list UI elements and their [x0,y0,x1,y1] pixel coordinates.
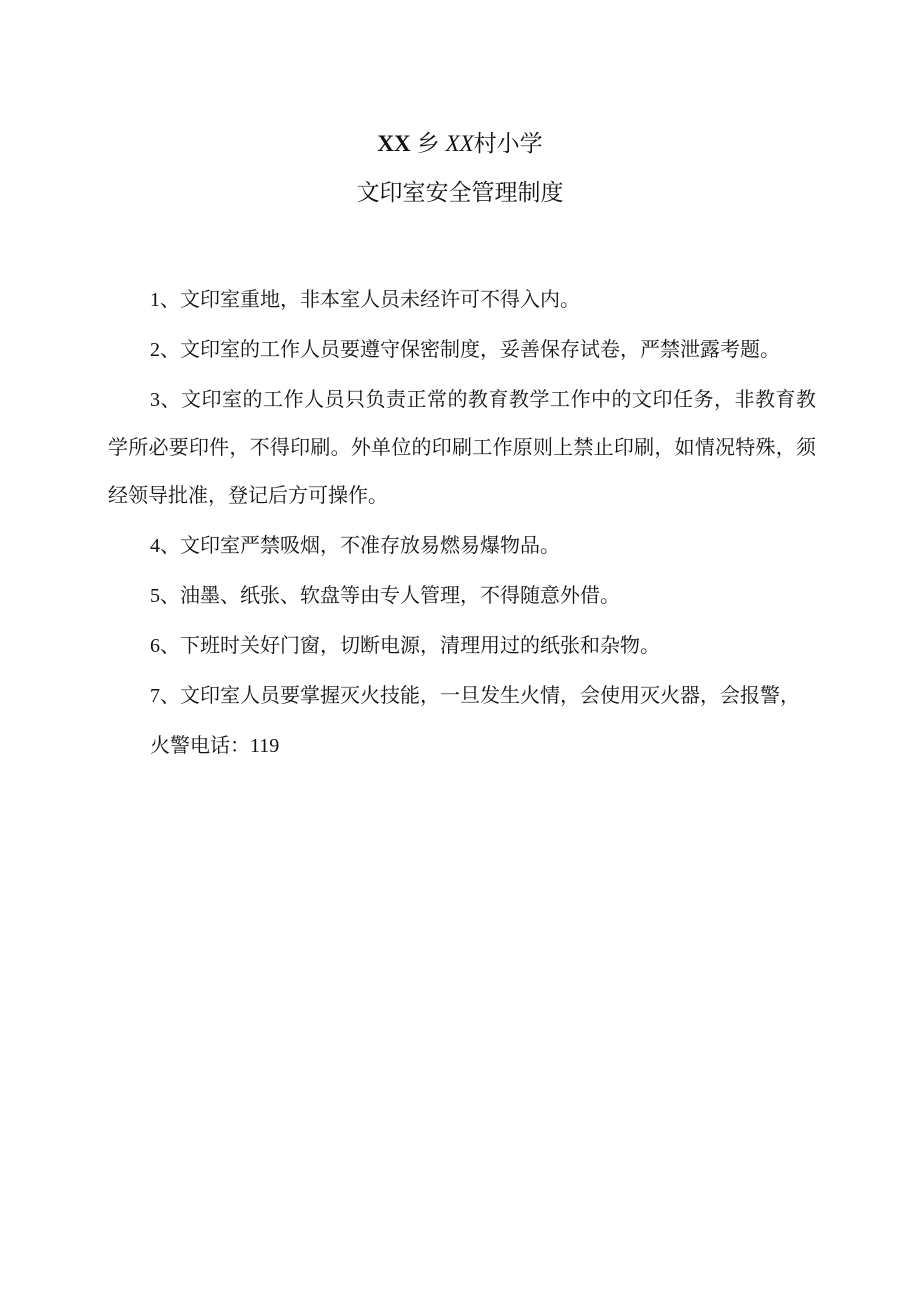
title-village-school: 村小学 [473,131,543,156]
rule-item-7: 7、文印室人员要掌握灭火技能，一旦发生火情，会使用灭火器，会报警， [150,685,800,707]
rule-item-3: 3、文印室的工作人员只负责正常的教育教学工作中的文印任务，非教育教学所必要印件，不得印刷。外单位的印刷工作原则上禁止印刷，如情况特殊，须经领导批准，登记后方可操作。 [108,389,816,507]
rules-body [108,276,816,772]
fire-phone-line: 火警电话：119 [150,735,280,757]
document-subtitle: 文印室安全管理制度 [356,180,564,205]
rule-item-5: 5、油墨、纸张、软盘等由专人管理，不得随意外借。 [150,585,620,607]
school-title [0,129,920,159]
rule-item-1: 1、文印室重地，非本室人员未经许可不得入内。 [150,289,580,311]
title-township-char: 乡 [416,131,440,156]
rule-item-6: 6、下班时关好门窗，切断电源，清理用过的纸张和杂物。 [150,635,660,657]
rule-item-2: 2、文印室的工作人员要遵守保密制度，妥善保存试卷，严禁泄露考题。 [150,339,780,361]
rule-item-4: 4、文印室严禁吸烟，不准存放易燃易爆物品。 [150,535,560,557]
title-xx-township: XX [377,131,411,156]
title-xx-village: XX [445,131,474,156]
